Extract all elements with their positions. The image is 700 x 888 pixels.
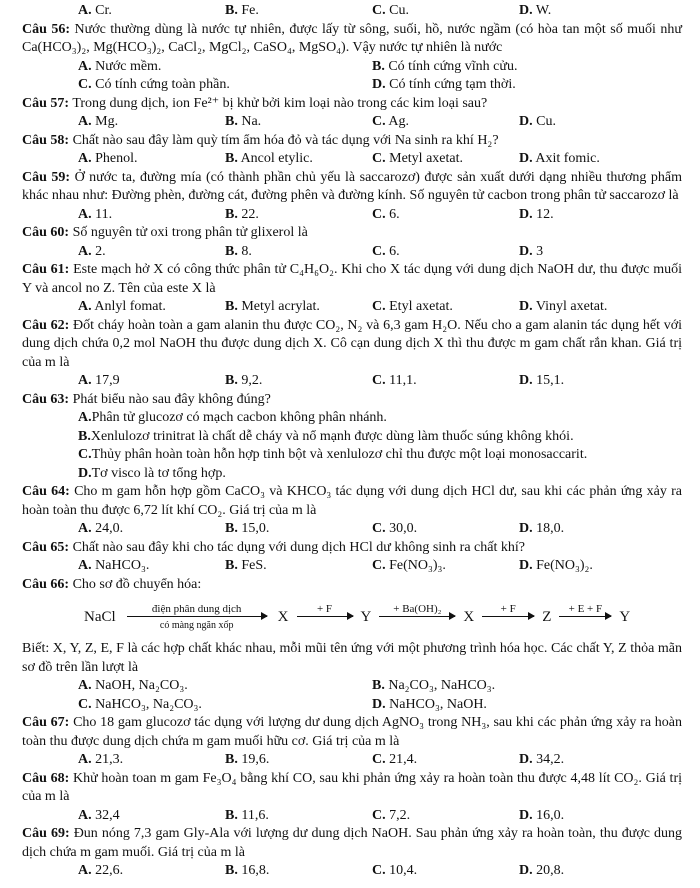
q58-text: Chất nào sau đây làm quỳ tím ẩm hóa đỏ và tác dụng với Na sinh ra khí H₂? xyxy=(72,132,499,148)
q55-option-b[interactable]: B. Fe. xyxy=(225,3,259,18)
scheme-start: NaCl xyxy=(84,608,116,625)
scheme-s1: X xyxy=(277,608,289,625)
option-letter: C. xyxy=(372,558,386,573)
q63-option-a-row: A. Phân tử glucozơ có mạch cacbon không phân nhánh. xyxy=(22,409,682,428)
q67-stem xyxy=(22,714,682,751)
q62-option-c[interactable]: C. 11,1. xyxy=(372,373,417,388)
q67-option-d[interactable]: D. 34,2. xyxy=(519,752,565,767)
q68-option-d[interactable]: D. 16,0. xyxy=(519,807,565,823)
q59-options xyxy=(22,206,682,225)
option-letter: A. xyxy=(78,206,92,222)
q68-text: Khử hoàn toan m gam Fe₃O₄ bằng khí CO, sau khi phản ứng xảy ra hoàn toàn thu được 4,48 lít CO₂. Giá trị của m là xyxy=(22,770,683,804)
scheme-s4: Z xyxy=(542,608,552,625)
option-letter: A. xyxy=(78,3,92,18)
option-letter: C. xyxy=(372,373,386,388)
q57-number: Câu 57: xyxy=(22,95,70,111)
q65-option-c[interactable]: C. Fe(NO₃)₃. xyxy=(372,558,446,573)
q55-option-d[interactable]: D. W. xyxy=(519,3,552,18)
option-letter: D. xyxy=(519,299,533,314)
option-letter: D. xyxy=(519,243,533,259)
q66-option-a[interactable]: A. NaOH, Na₂CO₃. xyxy=(78,678,188,693)
conversion-scheme xyxy=(22,594,682,640)
q59-number: Câu 59: xyxy=(22,169,71,185)
q60-options xyxy=(22,243,682,262)
option-letter: C. xyxy=(372,752,386,767)
option-letter: A. xyxy=(78,299,92,314)
option-letter: C. xyxy=(372,3,386,18)
option-letter: A. xyxy=(78,373,92,388)
scheme-arrow-1 xyxy=(122,603,272,632)
option-letter: A. xyxy=(78,243,92,259)
q56-options-row2 xyxy=(22,76,682,95)
option-letter: B. xyxy=(225,206,238,222)
scheme-arrow-5-top: + E + F xyxy=(568,602,603,615)
q66-text: Cho sơ đồ chuyển hóa: xyxy=(72,576,202,592)
option-letter: C. xyxy=(78,77,92,92)
option-letter: D. xyxy=(519,3,533,18)
q64-option-b[interactable]: B. 15,0. xyxy=(225,521,270,536)
option-letter: B. xyxy=(225,3,238,18)
q58-option-d[interactable]: D. Axit fomic. xyxy=(519,151,600,166)
q68-option-c[interactable]: C. 7,2. xyxy=(372,807,411,823)
q57-text: Trong dung dịch, ion Fe²⁺ bị khử bởi kim loại nào trong các kim loại sau? xyxy=(72,95,488,111)
arrow-line xyxy=(559,616,611,619)
q69-option-d[interactable]: D. 20,8. xyxy=(519,863,565,878)
q64-stem xyxy=(22,483,682,520)
scheme-arrow-4 xyxy=(480,603,536,632)
q62-option-a[interactable]: A. 17,9 xyxy=(78,373,120,388)
arrow-line xyxy=(379,616,455,619)
q55-option-a[interactable]: A. Cr. xyxy=(78,3,112,18)
option-letter: B. xyxy=(225,243,238,259)
q68-option-b[interactable]: B. 11,6. xyxy=(225,807,269,823)
q68-number: Câu 68: xyxy=(22,770,70,786)
q60-number: Câu 60: xyxy=(22,225,70,240)
q56-option-b[interactable]: B. Có tính cứng vĩnh cửu. xyxy=(372,58,518,74)
q63-stem xyxy=(22,391,682,410)
q58-option-a[interactable]: A. Phenol. xyxy=(78,151,138,166)
q66-options-row2 xyxy=(22,696,682,715)
q56-option-c[interactable]: C. Có tính cứng toàn phần. xyxy=(78,77,230,92)
q67-text: Cho 18 gam glucozơ tác dụng với lượng dư dung dịch AgNO₃ trong NH₃, sau khi các phản ứng xảy ra hoàn toàn thu được dung dịch chứa m gam muối hữu cơ. Giá trị của m là xyxy=(22,715,682,749)
q57-options xyxy=(22,113,682,132)
q58-number: Câu 58: xyxy=(22,132,70,148)
q61-stem xyxy=(22,261,682,298)
option-letter: D. xyxy=(519,558,533,573)
q65-option-a[interactable]: A. NaHCO₃. xyxy=(78,558,150,573)
q60-stem xyxy=(22,224,682,243)
q58-stem xyxy=(22,132,682,151)
option-letter: B. xyxy=(225,807,238,823)
q63-number: Câu 63: xyxy=(22,391,70,407)
option-letter: B. xyxy=(225,558,238,573)
option-letter: B. xyxy=(225,863,238,878)
q67-option-c[interactable]: C. 21,4. xyxy=(372,752,418,767)
option-letter: A. xyxy=(78,114,92,129)
q56-stem xyxy=(22,21,682,58)
option-letter: C. xyxy=(372,206,386,222)
q56-option-d[interactable]: D. Có tính cứng tạm thời. xyxy=(372,77,516,92)
q62-number: Câu 62: xyxy=(22,317,70,333)
q63-text: Phát biểu nào sau đây không đúng? xyxy=(72,391,271,407)
option-letter: A. xyxy=(78,752,92,767)
option-letter: A. xyxy=(78,678,92,693)
q57-option-a[interactable]: A. Mg. xyxy=(78,114,119,129)
option-letter: D. xyxy=(519,114,533,129)
q69-option-b[interactable]: B. 16,8. xyxy=(225,863,270,878)
option-letter: B. xyxy=(225,521,238,536)
option-letter: A. xyxy=(78,58,92,74)
q63-option-d-row: D. Tơ visco là tơ tổng hợp. xyxy=(22,465,682,484)
scheme-arrow-3-top: + Ba(OH)₂ xyxy=(393,602,442,615)
q69-stem xyxy=(22,825,682,862)
q59-option-b[interactable]: B. 22. xyxy=(225,206,259,222)
q66-number: Câu 66: xyxy=(22,576,70,592)
q62-stem xyxy=(22,317,682,373)
scheme-arrow-2-top: + F xyxy=(316,602,333,615)
q55-options xyxy=(22,2,682,21)
option-letter: C. xyxy=(372,521,386,536)
q61-options xyxy=(22,298,682,317)
option-letter: B. xyxy=(225,752,238,767)
q68-options xyxy=(22,807,682,826)
q61-option-c[interactable]: C. Etyl axetat. xyxy=(372,299,453,314)
scheme-arrow-1-top: điện phân dung dịch xyxy=(151,602,242,615)
option-letter: C. xyxy=(372,243,386,259)
q69-options xyxy=(22,862,682,881)
q62-text: Đốt cháy hoàn toàn a gam alanin thu được CO₂, N₂ và 6,3 gam H₂O. Nếu cho a gam alanin tác dụng hết với dung dịch chứa 0,2 mol NaOH thu được dung dịch X. Cô cạn dung dịch X thì thu được m gam chất rắn khan. Giá trị của m là xyxy=(22,317,682,370)
option-letter: D. xyxy=(519,752,533,767)
q65-options xyxy=(22,557,682,576)
option-letter: D. xyxy=(519,373,533,388)
q61-text: Este mạch hở X có công thức phân tử C₄H₆O₂. Khi cho X tác dụng với dung dịch NaOH dư, thu được muối Y và ancol no Z. Tên của este X là xyxy=(22,262,683,296)
option-letter: D. xyxy=(519,151,533,166)
q64-text: Cho m gam hỗn hợp gồm CaCO₃ và KHCO₃ tác dụng với dung dịch HCl dư, sau khi các phản ứng xảy ra hoàn toàn thu được 6,72 lít khí CO₂. Giá trị của m là xyxy=(22,484,682,518)
q60-option-c[interactable]: C. 6. xyxy=(372,243,400,259)
q64-number: Câu 64: xyxy=(22,484,70,499)
q68-option-a[interactable]: A. 32,4 xyxy=(78,807,120,823)
option-letter: B. xyxy=(225,114,238,129)
option-letter: C. xyxy=(372,807,386,823)
q66-stem xyxy=(22,576,682,595)
q58-options xyxy=(22,150,682,169)
arrow-line xyxy=(127,616,267,619)
option-letter: D. xyxy=(519,206,533,222)
scheme-arrow-3 xyxy=(377,603,457,632)
q61-option-a[interactable]: A. Anlyl fomat. xyxy=(78,299,166,314)
option-letter: C. xyxy=(372,151,386,166)
q64-options xyxy=(22,520,682,539)
option-letter: B. xyxy=(78,428,91,444)
option-letter: C. xyxy=(78,447,92,462)
q56-option-a[interactable]: A. Nước mềm. xyxy=(78,58,162,74)
option-letter: D. xyxy=(519,521,533,536)
q62-option-d[interactable]: D. 15,1. xyxy=(519,373,565,388)
q69-text: Đun nóng 7,3 gam Gly-Ala với lượng dư dung dịch NaOH. Sau phản ứng xảy ra hoàn toàn, thu được dung dịch chứa m gam muối. Giá trị của m là xyxy=(22,826,683,860)
q66-options-row1 xyxy=(22,677,682,696)
q61-option-b[interactable]: B. Metyl acrylat. xyxy=(225,299,320,314)
option-letter: B. xyxy=(225,151,238,166)
q64-option-a[interactable]: A. 24,0. xyxy=(78,521,124,536)
scheme-arrow-2 xyxy=(295,603,355,632)
q58-option-b[interactable]: B. Ancol etylic. xyxy=(225,151,313,166)
q69-option-c[interactable]: C. 10,4. xyxy=(372,863,418,878)
option-letter: A. xyxy=(78,151,92,166)
arrow-line xyxy=(297,616,353,619)
scheme-arrow-4-top: + F xyxy=(500,602,516,615)
option-letter: D. xyxy=(372,77,386,92)
q59-option-d[interactable]: D. 12. xyxy=(519,206,554,222)
q67-options xyxy=(22,751,682,770)
q61-option-d[interactable]: D. Vinyl axetat. xyxy=(519,299,608,314)
q65-text: Chất nào sau đây khi cho tác dụng với dung dịch HCl dư không sinh ra chất khí? xyxy=(72,539,525,555)
option-letter: D. xyxy=(519,807,533,823)
q56-options-row1 xyxy=(22,58,682,77)
q57-option-c[interactable]: C. Ag. xyxy=(372,114,409,129)
q62-option-b[interactable]: B. 9,2. xyxy=(225,373,263,388)
q63-option-b-row: B. Xenlulozơ trinitrat là chất dễ cháy và nổ mạnh được dùng làm thuốc súng không khói. xyxy=(22,428,682,447)
option-letter: A. xyxy=(78,807,92,823)
q62-options xyxy=(22,372,682,391)
q69-number: Câu 69: xyxy=(22,826,70,841)
option-letter: A. xyxy=(78,558,92,573)
q67-option-b[interactable]: B. 19,6. xyxy=(225,752,270,767)
arrow-line xyxy=(482,616,534,619)
q56-number: Câu 56: xyxy=(22,21,71,37)
q60-option-d[interactable]: D. 3 xyxy=(519,243,544,259)
option-letter: B. xyxy=(225,299,238,314)
q67-number: Câu 67: xyxy=(22,715,70,730)
q58-option-c[interactable]: C. Metyl axetat. xyxy=(372,151,463,166)
q65-number: Câu 65: xyxy=(22,539,70,555)
q66-option-b[interactable]: B. Na₂CO₃, NaHCO₃. xyxy=(372,678,496,693)
q60-option-a[interactable]: A. 2. xyxy=(78,243,106,259)
scheme-arrow-5 xyxy=(557,603,613,632)
option-letter: C. xyxy=(372,299,386,314)
option-letter: A. xyxy=(78,863,92,878)
q66-option-d[interactable]: D. NaHCO₃, NaOH. xyxy=(372,696,487,712)
q59-option-c[interactable]: C. 6. xyxy=(372,206,400,222)
q66-note: Biết: X, Y, Z, E, F là các hợp chất khác nhau, mỗi mũi tên ứng với một phương trình hóa học. Các chất Y, Z thỏa mãn sơ đồ trên lần lượt là xyxy=(22,641,682,675)
q61-number: Câu 61: xyxy=(22,262,70,277)
q57-option-d[interactable]: D. Cu. xyxy=(519,114,556,129)
q66-option-c[interactable]: C. NaHCO₃, Na₂CO₃. xyxy=(78,696,202,712)
q63-option-c-row: C. Thủy phân hoàn toàn hỗn hợp tinh bột và xenlulozơ chỉ thu được một loại monosaccarit. xyxy=(22,446,682,465)
option-letter: B. xyxy=(372,58,385,74)
q65-option-b[interactable]: B. FeS. xyxy=(225,558,267,573)
q60-text: Số nguyên tử oxi trong phân tử glixerol là xyxy=(72,225,308,240)
q59-text: Ở nước ta, đường mía (có thành phần chủ yếu là saccarozơ) được sản xuất dưới dạng nhiều thương phẩm khác nhau như: Đường phèn, đường cát, đường phên và đường kính. Số nguyên tử cacbon trong phân tử saccarozơ là xyxy=(22,169,683,203)
option-letter: D. xyxy=(78,465,92,481)
q57-stem xyxy=(22,95,682,114)
q59-option-a[interactable]: A. 11. xyxy=(78,206,113,222)
option-letter: C. xyxy=(372,863,386,878)
q64-option-d[interactable]: D. 18,0. xyxy=(519,521,565,536)
q65-option-d[interactable]: D. Fe(NO₃)₂. xyxy=(519,558,593,573)
option-letter: D. xyxy=(372,696,386,712)
option-letter: D. xyxy=(519,863,533,878)
q56-text: Nước thường dùng là nước tự nhiên, được lấy từ sông, suối, hồ, nước ngầm (có hòa tan một số muối như Ca(HCO₃)₂, Mg(HCO₃)₂, CaCl₂, MgCl₂, CaSO₄, MgSO₄). Vậy nước tự nhiên là nước xyxy=(22,21,682,55)
option-letter: B. xyxy=(225,373,238,388)
q68-stem xyxy=(22,770,682,807)
q64-option-c[interactable]: C. 30,0. xyxy=(372,521,418,536)
scheme-s3: X xyxy=(463,608,475,625)
q67-option-a[interactable]: A. 21,3. xyxy=(78,752,124,767)
q59-stem xyxy=(22,169,682,206)
option-letter: C. xyxy=(78,696,92,712)
option-letter: A. xyxy=(78,410,92,425)
q69-option-a[interactable]: A. 22,6. xyxy=(78,863,124,878)
option-letter: B. xyxy=(372,678,385,693)
scheme-arrow-1-bottom: có màng ngăn xốp xyxy=(159,619,234,631)
scheme-s2: Y xyxy=(360,608,372,625)
option-letter: A. xyxy=(78,521,92,536)
q65-stem xyxy=(22,539,682,558)
option-letter: C. xyxy=(372,114,386,129)
q60-option-b[interactable]: B. 8. xyxy=(225,243,252,259)
q57-option-b[interactable]: B. Na. xyxy=(225,114,262,129)
q55-option-c[interactable]: C. Cu. xyxy=(372,3,409,18)
scheme-s5: Y xyxy=(619,608,631,625)
